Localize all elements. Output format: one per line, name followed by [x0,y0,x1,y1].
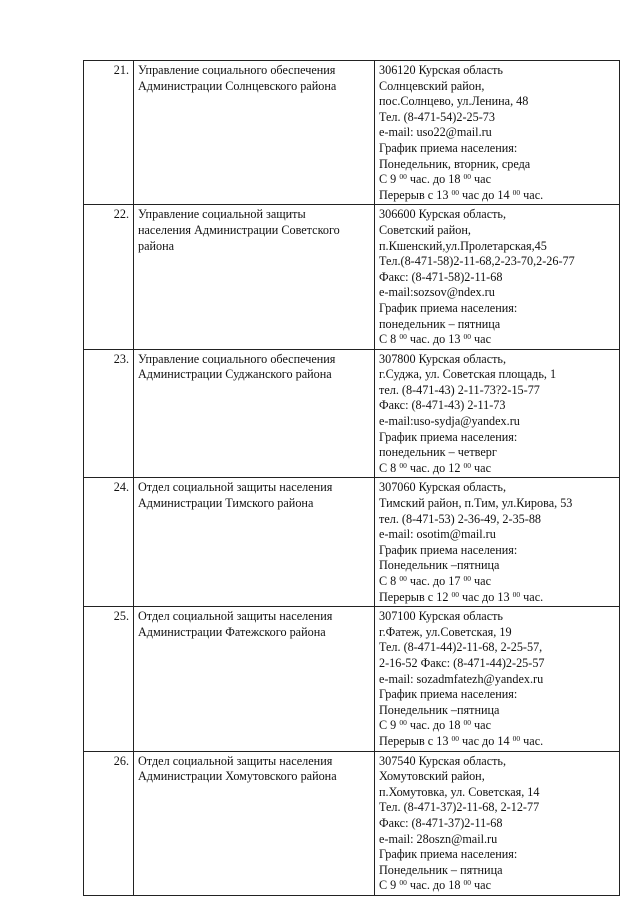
organization-name [134,478,375,607]
contact-details-line: тел. (8-471-53) 2-36-49, 2-35-88 [379,511,542,526]
contact-details-line: Факс: (8-471-43) 2-11-73 [379,398,506,413]
social-offices-table [83,60,620,896]
table-row [84,607,620,751]
contact-details-line: e-mail: sozadmfatezh@yandex.ru [379,671,544,686]
contact-details-line: Тел. (8-471-37)2-11-68, 2-12-77 [379,800,540,815]
organization-name-line: Управление социального обеспечения [138,351,336,366]
contact-details-line: понедельник – пятница [379,316,501,331]
row-number: 23. [84,349,134,478]
superscript-minutes: 00 [463,574,471,583]
contact-details-line: С 8 $^{00}$ час. до 17 $^{00}$ час [379,574,491,588]
contact-details-line: e-mail: osotim@mail.ru [379,527,496,542]
organization-name-line: Отдел социальной защиты населения [138,480,333,495]
organization-name-line: Управление социального обеспечения [138,63,336,77]
row-number: 25. [84,607,134,751]
superscript-minutes: 00 [463,172,471,182]
contact-details-line: Тел. (8-471-54)2-25-73 [379,109,495,124]
organization-name-line: Администрации Суджанского района [138,367,332,382]
contact-details-line: 307060 Курская область, [379,480,507,495]
contact-details-line: Перерыв с 12 $^{00}$ час до 13 $^{00}$ час. [379,589,544,604]
contact-details-line: С 9 $^{00}$ час. до 18 $^{00}$ час [379,878,491,893]
contact-details-line: Хомутовский район, [379,769,485,784]
superscript-minutes: 00 [463,460,471,470]
contact-details-line: Факс: (8-471-37)2-11-68 [379,815,503,830]
contact-details-line: e-mail: 28oszn@mail.ru [379,831,498,846]
contact-details-line: п.Хомутовка, ул. Советская, 14 [379,784,540,799]
contact-details [375,478,620,607]
contact-details [375,751,620,895]
contact-details-line: г.Фатеж, ул.Советская, 19 [379,624,512,639]
organization-name-line: Администрации Фатежского района [138,624,326,639]
table-body [84,61,620,896]
superscript-minutes: 00 [512,589,521,599]
superscript-minutes: 00 [451,187,459,197]
organization-name-line: Администрации Тимского района [138,496,314,511]
superscript-minutes: 00 [512,733,521,743]
organization-name-line: населения Администрации Советского [138,222,340,237]
superscript-minutes: 00 [463,718,471,728]
table-row [84,205,620,349]
table-row [84,751,620,895]
contact-details-line: Тел. (8-471-44)2-11-68, 2-25-57, [379,640,543,655]
contact-details-line: п.Кшенский,ул.Пролетарская,45 [379,238,547,253]
contact-details-line: С 8 $^{00}$ час. до 12 $^{00}$ час [379,460,491,475]
contact-details-line: С 9 $^{00}$ час. до 18 $^{00}$ час [379,718,491,733]
superscript-minutes: 00 [451,589,459,599]
table-row [84,478,620,607]
superscript-minutes: 00 [399,574,407,583]
contact-details-line: Перерыв с 13 $^{00}$ час до 14 $^{00}$ час. [379,187,544,202]
superscript-minutes: 00 [451,733,459,743]
contact-details-line: понедельник – четверг [379,445,497,460]
superscript-minutes: 00 [512,187,521,197]
row-number: 21. [84,61,134,205]
superscript-minutes: 00 [463,878,471,888]
contact-details-line: С 8 $^{00}$ час. до 13 $^{00}$ час [379,332,491,347]
contact-details-line: e-mail: uso22@mail.ru [379,125,492,140]
organization-name [134,607,375,751]
contact-details-line: 306120 Курская область [379,63,503,77]
organization-name-line: Отдел социальной защиты населения [138,609,333,624]
contact-details-line: 307540 Курская область, [379,753,507,768]
contact-details-line: e-mail:sozsov@ndex.ru [379,285,495,300]
table-row [84,349,620,478]
contact-details-line: 2-16-52 Факс: (8-471-44)2-25-57 [379,655,545,670]
contact-details-line: 307800 Курская область, [379,351,507,366]
table-row [84,61,620,205]
contact-details [375,349,620,478]
organization-name [134,349,375,478]
organization-name-line: района [138,238,175,253]
contact-details-line: пос.Солнцево, ул.Ленина, 48 [379,94,529,109]
contact-details-line: Понедельник –пятница [379,702,500,717]
contact-details-line: С 9 $^{00}$ час. до 18 $^{00}$ час [379,172,491,187]
contact-details-line: e-mail:uso-sydja@yandex.ru [379,414,520,429]
contact-details-line: Перерыв с 13 $^{00}$ час до 14 $^{00}$ час. [379,733,544,748]
contact-details-line: тел. (8-471-43) 2-11-73?2-15-77 [379,382,540,397]
row-number: 22. [84,205,134,349]
contact-details [375,61,620,205]
contact-details-line: 306600 Курская область, [379,207,507,222]
contact-details-line: График приема населения: [379,847,518,862]
superscript-minutes: 00 [399,460,407,470]
contact-details-line: График приема населения: [379,429,518,444]
contact-details-line: Солнцевский район, [379,78,485,93]
contact-details-line: Тел.(8-471-58)2-11-68,2-23-70,2-26-77 [379,254,575,269]
contact-details-line: Советский район, [379,222,471,237]
organization-name [134,205,375,349]
organization-name-line: Управление социальной защиты [138,207,306,222]
superscript-minutes: 00 [463,332,471,342]
contact-details [375,205,620,349]
organization-name-line: Отдел социальной защиты населения [138,753,333,768]
row-number: 24. [84,478,134,607]
contact-details-line: График приема населения: [379,300,518,315]
contact-details-line: График приема населения: [379,542,518,557]
superscript-minutes: 00 [399,332,407,342]
contact-details [375,607,620,751]
row-number: 26. [84,751,134,895]
superscript-minutes: 00 [399,718,407,728]
organization-name-line: Администрации Солнцевского района [138,78,337,93]
contact-details-line: Понедельник, вторник, среда [379,156,531,171]
contact-details-line: Тимский район, п.Тим, ул.Кирова, 53 [379,496,573,511]
contact-details-line: Факс: (8-471-58)2-11-68 [379,269,503,284]
contact-details-line: Понедельник – пятница [379,862,503,877]
contact-details-line: График приема населения: [379,687,518,702]
contact-details-line: Понедельник –пятница [379,558,500,573]
superscript-minutes: 00 [399,878,407,888]
organization-name-line: Администрации Хомутовского района [138,769,337,784]
organization-name [134,751,375,895]
contact-details-line: 307100 Курская область [379,609,503,624]
organization-name [134,61,375,205]
superscript-minutes: 00 [399,172,407,182]
contact-details-line: График приема населения: [379,140,518,155]
contact-details-line: г.Суджа, ул. Советская площадь, 1 [379,367,557,382]
